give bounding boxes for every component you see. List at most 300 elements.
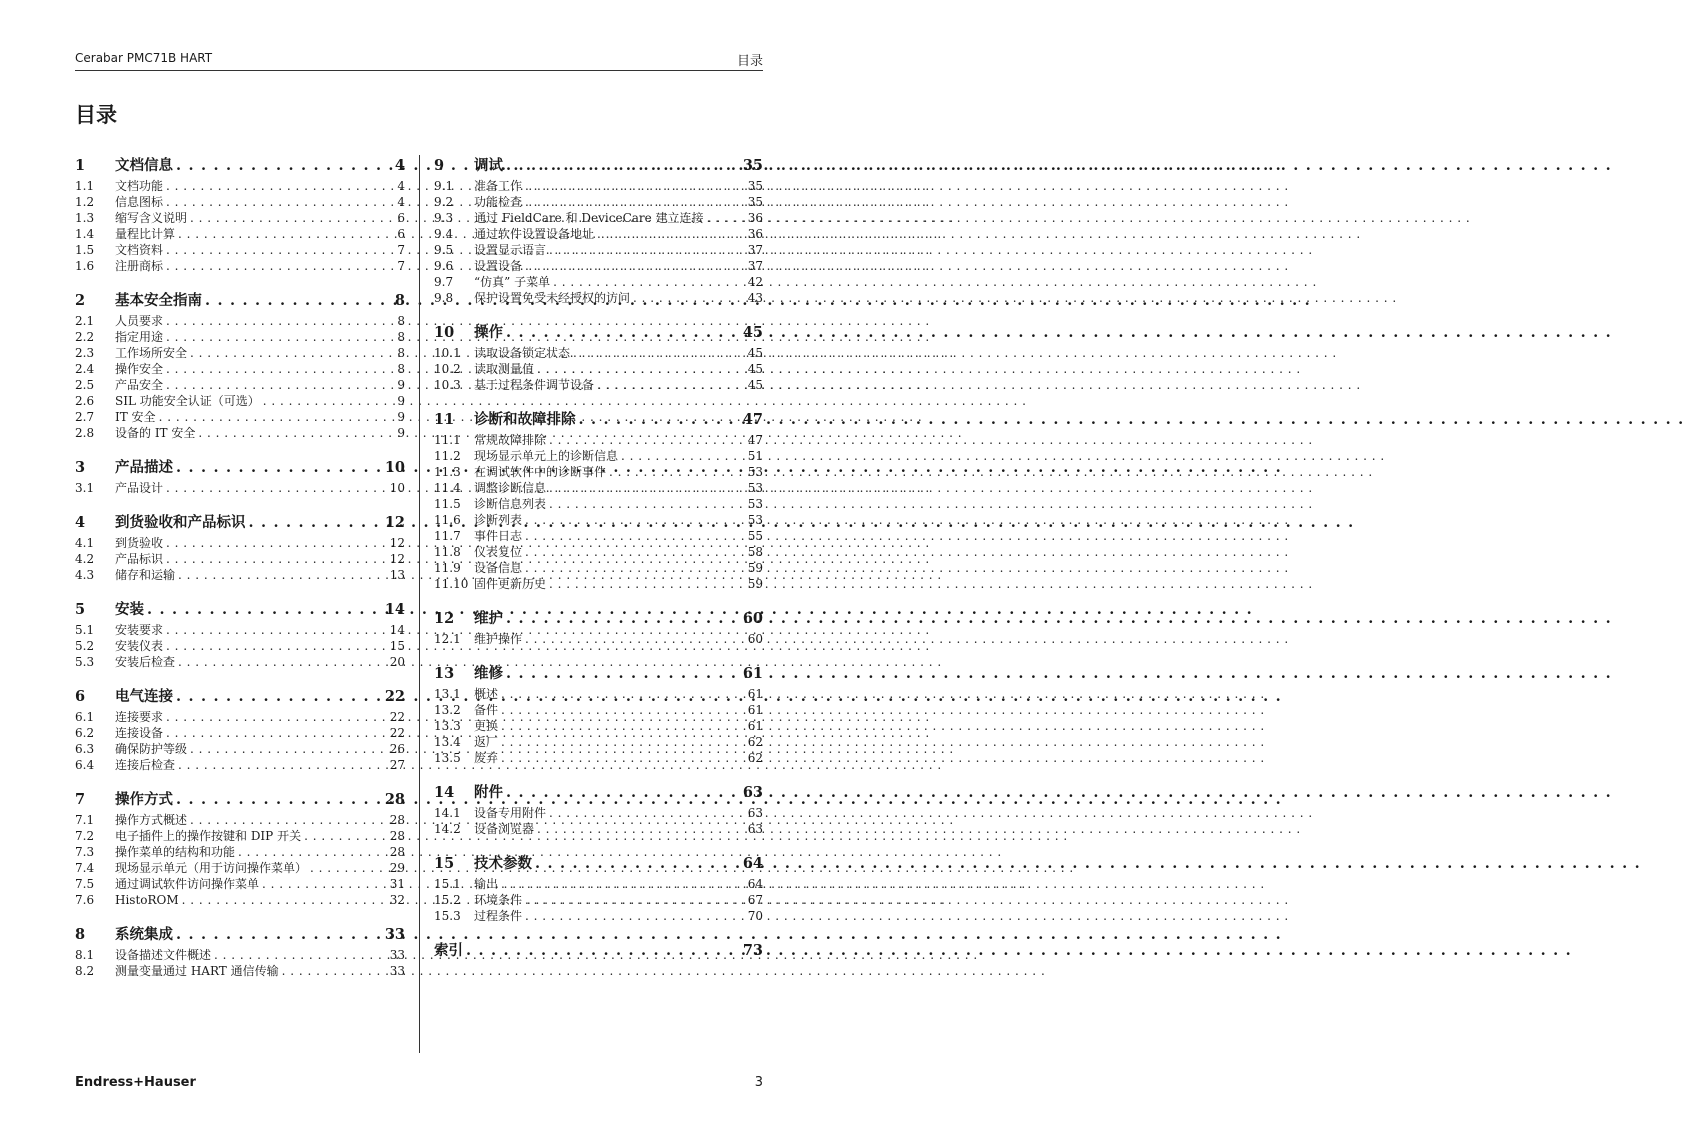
toc-entry-number: 10.1 xyxy=(434,346,461,360)
toc-entry-title: 信息图标 xyxy=(115,195,164,209)
toc-entry-title: “仿真” 子菜单 xyxy=(474,275,551,289)
toc-chapter-heading[interactable] xyxy=(75,788,405,812)
dot-leader xyxy=(501,718,742,734)
toc-subsection-entry[interactable] xyxy=(75,947,405,963)
toc-left-column xyxy=(75,154,405,994)
toc-entry-title: 附件 xyxy=(474,784,503,801)
toc-entry-number: 9.1 xyxy=(434,179,454,193)
toc-entry-title: 人员要求 xyxy=(115,314,164,328)
toc-subsection-entry[interactable] xyxy=(434,448,763,464)
toc-entry-number: 8.1 xyxy=(75,948,95,962)
toc-entry-title: 量程比计算 xyxy=(115,227,176,241)
toc-entry-page: 12 xyxy=(384,514,405,531)
toc-entry-page: 37 xyxy=(747,259,763,273)
toc-subsection-entry[interactable] xyxy=(434,876,763,892)
page-title: 目录 xyxy=(75,103,117,127)
dot-leader xyxy=(310,860,384,876)
toc-entry-number: 10 xyxy=(434,324,455,341)
toc-entry-page: 7 xyxy=(397,259,405,273)
toc-entry-title: 诊断信息列表 xyxy=(474,497,547,511)
dot-leader xyxy=(525,258,742,274)
toc-subsection-entry[interactable] xyxy=(434,432,763,448)
toc-entry-page: 27 xyxy=(389,758,405,772)
toc-entry-page: 14 xyxy=(389,623,405,637)
toc-entry-number: 9.5 xyxy=(434,243,454,257)
toc-entry-number: 6.1 xyxy=(75,710,95,724)
toc-entry-number: 11.5 xyxy=(434,497,461,511)
toc-subsection-entry[interactable] xyxy=(75,258,405,274)
toc-entry-number: 2.4 xyxy=(75,362,95,376)
toc-subsection-entry[interactable] xyxy=(434,702,763,718)
toc-chapter-heading[interactable] xyxy=(434,662,763,686)
toc-entry-number: 2.5 xyxy=(75,378,95,392)
toc-entry-number: 15.2 xyxy=(434,893,461,907)
toc-chapter-heading[interactable] xyxy=(75,598,405,622)
toc-entry-page: 22 xyxy=(384,688,405,705)
dot-leader xyxy=(525,194,742,210)
toc-entry-page: 8 xyxy=(397,346,405,360)
dot-leader xyxy=(535,852,737,876)
toc-entry-number: 11.7 xyxy=(434,529,461,543)
dot-leader xyxy=(549,576,742,592)
toc-entry-title: 设备信息 xyxy=(474,561,523,575)
dot-leader xyxy=(501,750,742,766)
toc-subsection-entry[interactable] xyxy=(434,258,763,274)
dot-leader xyxy=(549,480,742,496)
toc-entry-page: 8 xyxy=(397,362,405,376)
toc-entry-page: 53 xyxy=(747,481,763,495)
toc-chapter-heading[interactable] xyxy=(434,408,763,432)
toc-entry-number: 15.1 xyxy=(434,877,461,891)
toc-entry-number: 13.5 xyxy=(434,751,461,765)
toc-right-column xyxy=(434,154,763,978)
toc-entry-title: 指定用途 xyxy=(115,330,164,344)
toc-entry-number: 14.2 xyxy=(434,822,461,836)
toc-entry-number: 7.6 xyxy=(75,893,95,907)
toc-entry-title: 到货验收 xyxy=(115,536,164,550)
toc-subsection-entry[interactable] xyxy=(434,496,763,512)
dot-leader xyxy=(190,210,391,226)
toc-entry-number: 11.8 xyxy=(434,545,461,559)
toc-entry-title: 操作菜单的结构和功能 xyxy=(115,845,236,859)
toc-entry-number: 11.3 xyxy=(434,465,461,479)
toc-subsection-entry[interactable] xyxy=(434,464,763,480)
dot-leader xyxy=(178,567,384,583)
toc-entry-number: 9.7 xyxy=(434,275,454,289)
dot-leader xyxy=(176,923,379,947)
toc-entry-page: 45 xyxy=(747,362,763,376)
toc-subsection-entry[interactable] xyxy=(434,345,763,361)
dot-leader xyxy=(525,528,742,544)
toc-chapter xyxy=(434,781,763,837)
dot-leader xyxy=(166,725,384,741)
toc-chapter-heading[interactable] xyxy=(434,607,763,631)
toc-entry-title: 通过调试软件访问操作菜单 xyxy=(115,877,260,891)
toc-subsection-entry[interactable] xyxy=(75,226,405,242)
toc-entry-page: 22 xyxy=(389,726,405,740)
toc-entry-number: 7.3 xyxy=(75,845,95,859)
toc-entry-page: 8 xyxy=(397,330,405,344)
toc-entry-number: 2.2 xyxy=(75,330,95,344)
toc-entry-page: 53 xyxy=(747,465,763,479)
dot-leader xyxy=(525,512,742,528)
dot-leader xyxy=(263,393,392,409)
toc-chapter-heading[interactable] xyxy=(75,685,405,709)
toc-subsection-entry[interactable] xyxy=(434,178,763,194)
toc-subsection-entry[interactable] xyxy=(75,329,405,345)
dot-leader xyxy=(166,178,391,194)
toc-entry-page: 28 xyxy=(384,791,405,808)
toc-subsection-entry[interactable] xyxy=(434,734,763,750)
toc-chapter xyxy=(434,662,763,766)
toc-entry-title: 更换 xyxy=(474,719,499,733)
toc-entry-page: 6 xyxy=(397,211,405,225)
toc-subsection-entry[interactable] xyxy=(434,528,763,544)
toc-subsection-entry[interactable] xyxy=(75,393,405,409)
dot-leader xyxy=(166,258,391,274)
toc-entry-title: 测量变量通过 HART 通信传输 xyxy=(115,964,279,978)
toc-entry-number: 13.4 xyxy=(434,735,461,749)
dot-leader xyxy=(501,686,742,702)
dot-leader xyxy=(549,805,742,821)
toc-subsection-entry[interactable] xyxy=(75,709,405,725)
toc-entry-title: 设备专用附件 xyxy=(474,806,547,820)
dot-leader xyxy=(501,876,742,892)
toc-subsection-entry[interactable] xyxy=(75,377,405,393)
toc-chapter-heading[interactable] xyxy=(434,852,763,876)
toc-chapter-heading[interactable] xyxy=(434,781,763,805)
toc-entry-page: 73 xyxy=(742,942,763,959)
toc-chapter-heading[interactable] xyxy=(434,939,763,963)
toc-entry-title: 常规故障排除 xyxy=(474,433,547,447)
dot-leader xyxy=(549,242,742,258)
toc-subsection-entry[interactable] xyxy=(434,274,763,290)
toc-subsection-entry[interactable] xyxy=(75,892,405,908)
toc-entry-title: 到货验收和产品标识 xyxy=(115,514,246,531)
toc-entry-title: 安装仪表 xyxy=(115,639,164,653)
toc-subsection-entry[interactable] xyxy=(434,718,763,734)
toc-entry-page: 9 xyxy=(397,410,405,424)
toc-subsection-entry[interactable] xyxy=(434,750,763,766)
toc-entry-number: 15 xyxy=(434,855,455,872)
toc-entry-number: 7.5 xyxy=(75,877,95,891)
toc-entry-number: 1.5 xyxy=(75,243,95,257)
toc-entry-page: 12 xyxy=(389,552,405,566)
dot-leader xyxy=(597,226,742,242)
dot-leader xyxy=(214,947,384,963)
toc-entry-page: 13 xyxy=(389,568,405,582)
toc-entry-title: 过程条件 xyxy=(474,909,523,923)
toc-entry-number: 4.2 xyxy=(75,552,95,566)
toc-entry-number: 11.10 xyxy=(434,577,469,591)
toc-entry-title: 概述 xyxy=(474,687,499,701)
toc-chapter xyxy=(75,923,405,979)
toc-subsection-entry[interactable] xyxy=(434,194,763,210)
toc-subsection-entry[interactable] xyxy=(75,757,405,773)
toc-entry-number: 13 xyxy=(434,665,455,682)
toc-entry-title: 返厂 xyxy=(474,735,499,749)
toc-chapter xyxy=(75,598,405,670)
dot-leader xyxy=(262,876,384,892)
toc-chapter xyxy=(434,852,763,924)
toc-subsection-entry[interactable] xyxy=(434,892,763,908)
toc-entry-page: 43 xyxy=(747,291,763,305)
toc-entry-title: 功能检查 xyxy=(474,195,523,209)
toc-entry-number: 11.2 xyxy=(434,449,461,463)
toc-subsection-entry[interactable] xyxy=(75,194,405,210)
dot-leader xyxy=(573,345,742,361)
toc-entry-page: 14 xyxy=(384,601,405,618)
dot-leader xyxy=(178,226,391,242)
toc-entry-page: 20 xyxy=(389,655,405,669)
toc-entry-title: 调试 xyxy=(474,157,503,174)
toc-entry-title: 现场显示单元上的诊断信息 xyxy=(474,449,619,463)
dot-leader xyxy=(166,638,384,654)
toc-entry-title: 安装要求 xyxy=(115,623,164,637)
dot-leader xyxy=(166,709,384,725)
toc-subsection-entry[interactable] xyxy=(434,290,763,306)
toc-entry-number: 13.1 xyxy=(434,687,461,701)
toc-subsection-entry[interactable] xyxy=(434,361,763,377)
toc-chapter xyxy=(75,788,405,908)
dot-leader xyxy=(609,464,742,480)
toc-entry-number: 12 xyxy=(434,610,455,627)
toc-subsection-entry[interactable] xyxy=(75,345,405,361)
toc-subsection-entry[interactable] xyxy=(75,567,405,583)
dot-leader xyxy=(633,290,742,306)
toc-chapter xyxy=(75,456,405,496)
toc-entry-page: 42 xyxy=(747,275,763,289)
toc-subsection-entry[interactable] xyxy=(434,576,763,592)
toc-subsection-entry[interactable] xyxy=(434,512,763,528)
dot-leader xyxy=(506,607,737,631)
toc-chapter-heading[interactable] xyxy=(75,154,405,178)
dot-leader xyxy=(176,154,389,178)
toc-chapter xyxy=(434,607,763,647)
dot-leader xyxy=(190,741,384,757)
toc-subsection-entry[interactable] xyxy=(434,908,763,924)
toc-entry-page: 36 xyxy=(747,211,763,225)
toc-entry-page: 61 xyxy=(747,719,763,733)
toc-subsection-entry[interactable] xyxy=(75,654,405,670)
toc-entry-title: 操作方式概述 xyxy=(115,813,188,827)
toc-subsection-entry[interactable] xyxy=(434,821,763,837)
toc-entry-page: 35 xyxy=(747,195,763,209)
toc-chapter-heading[interactable] xyxy=(75,456,405,480)
toc-subsection-entry[interactable] xyxy=(434,242,763,258)
toc-subsection-entry[interactable] xyxy=(434,377,763,393)
toc-subsection-entry[interactable] xyxy=(75,178,405,194)
dot-leader xyxy=(506,781,737,805)
toc-entry-number: 5.3 xyxy=(75,655,95,669)
toc-entry-title: 索引 xyxy=(434,942,463,959)
toc-entry-number: 13.2 xyxy=(434,703,461,717)
toc-entry-number: 1 xyxy=(75,157,86,174)
toc-entry-title: 储存和运输 xyxy=(115,568,176,582)
toc-subsection-entry[interactable] xyxy=(75,741,405,757)
dot-leader xyxy=(537,361,742,377)
toc-entry-title: 维护操作 xyxy=(474,632,523,646)
toc-entry-page: 55 xyxy=(747,529,763,543)
toc-entry-title: 技术参数 xyxy=(474,855,532,872)
dot-leader xyxy=(597,377,742,393)
toc-entry-title: 操作安全 xyxy=(115,362,164,376)
toc-chapter xyxy=(75,511,405,583)
toc-subsection-entry[interactable] xyxy=(75,242,405,258)
dot-leader xyxy=(249,511,379,535)
toc-entry-page: 31 xyxy=(389,877,405,891)
toc-entry-title: 通过 FieldCare 和 DeviceCare 建立连接 xyxy=(474,211,704,225)
toc-entry-number: 11 xyxy=(434,411,455,428)
dot-leader xyxy=(501,734,742,750)
toc-entry-number: 2.7 xyxy=(75,410,95,424)
toc-entry-page: 53 xyxy=(747,513,763,527)
toc-entry-title: 文档资料 xyxy=(115,243,164,257)
toc-entry-number: 5.2 xyxy=(75,639,95,653)
toc-chapter-heading[interactable] xyxy=(75,289,405,313)
toc-entry-page: 36 xyxy=(747,227,763,241)
toc-entry-title: 读取测量值 xyxy=(474,362,535,376)
toc-chapter-heading[interactable] xyxy=(434,154,763,178)
toc-subsection-entry[interactable] xyxy=(75,638,405,654)
toc-entry-number: 1.3 xyxy=(75,211,95,225)
toc-chapter-heading[interactable] xyxy=(75,923,405,947)
toc-entry-title: SIL 功能安全认证（可选） xyxy=(115,394,260,408)
toc-entry-page: 58 xyxy=(747,545,763,559)
toc-entry-number: 9.6 xyxy=(434,259,454,273)
toc-entry-number: 15.3 xyxy=(434,909,461,923)
toc-entry-number: 1.4 xyxy=(75,227,95,241)
dot-leader xyxy=(549,432,742,448)
toc-entry-title: 缩写含义说明 xyxy=(115,211,188,225)
toc-entry-page: 51 xyxy=(747,449,763,463)
toc-subsection-entry[interactable] xyxy=(75,860,405,876)
toc-subsection-entry[interactable] xyxy=(434,544,763,560)
dot-leader xyxy=(506,154,737,178)
toc-entry-number: 11.9 xyxy=(434,561,461,575)
toc-entry-number: 11.1 xyxy=(434,433,461,447)
dot-leader xyxy=(166,377,391,393)
toc-chapter-heading[interactable] xyxy=(434,321,763,345)
toc-entry-page: 4 xyxy=(394,157,405,174)
toc-entry-title: 设置设备 xyxy=(474,259,523,273)
toc-entry-number: 1.2 xyxy=(75,195,95,209)
toc-chapter xyxy=(75,154,405,274)
dot-leader xyxy=(506,662,737,686)
toc-entry-title: 连接要求 xyxy=(115,710,164,724)
dot-leader xyxy=(466,939,737,963)
toc-entry-page: 33 xyxy=(389,964,405,978)
toc-entry-number: 11.4 xyxy=(434,481,461,495)
toc-entry-page: 4 xyxy=(397,179,405,193)
dot-leader xyxy=(166,242,391,258)
toc-subsection-entry[interactable] xyxy=(75,551,405,567)
toc-entry-page: 28 xyxy=(389,813,405,827)
toc-entry-title: 文档功能 xyxy=(115,179,164,193)
toc-subsection-entry[interactable] xyxy=(75,210,405,226)
toc-entry-title: 安装 xyxy=(115,601,144,618)
toc-subsection-entry[interactable] xyxy=(434,210,763,226)
toc-entry-title: 现场显示单元（用于访问操作菜单） xyxy=(115,861,308,875)
toc-subsection-entry[interactable] xyxy=(75,361,405,377)
toc-subsection-entry[interactable] xyxy=(75,876,405,892)
toc-entry-page: 4 xyxy=(397,195,405,209)
toc-entry-page: 9 xyxy=(397,394,405,408)
toc-entry-number: 2.8 xyxy=(75,426,95,440)
dot-leader xyxy=(166,361,391,377)
dot-leader xyxy=(147,598,379,622)
toc-entry-title: 产品描述 xyxy=(115,459,173,476)
toc-entry-title: 设置显示语言 xyxy=(474,243,547,257)
toc-entry-number: 7.4 xyxy=(75,861,95,875)
toc-entry-page: 33 xyxy=(384,926,405,943)
toc-subsection-entry[interactable] xyxy=(434,480,763,496)
toc-subsection-entry[interactable] xyxy=(75,844,405,860)
toc-entry-number: 9.3 xyxy=(434,211,454,225)
toc-entry-page: 6 xyxy=(397,227,405,241)
toc-entry-page: 35 xyxy=(742,157,763,174)
toc-subsection-entry[interactable] xyxy=(75,409,405,425)
header-divider xyxy=(75,70,763,71)
dot-leader xyxy=(501,702,742,718)
toc-chapter-heading[interactable] xyxy=(75,511,405,535)
toc-entry-title: 连接后检查 xyxy=(115,758,176,772)
toc-entry-number: 10.3 xyxy=(434,378,461,392)
toc-entry-title: 产品安全 xyxy=(115,378,164,392)
toc-subsection-entry[interactable] xyxy=(434,805,763,821)
toc-entry-page: 61 xyxy=(747,703,763,717)
toc-entry-page: 22 xyxy=(389,710,405,724)
toc-entry-title: 仪表复位 xyxy=(474,545,523,559)
toc-entry-title: 文档信息 xyxy=(115,157,173,174)
toc-subsection-entry[interactable] xyxy=(75,725,405,741)
toc-entry-title: 产品设计 xyxy=(115,481,164,495)
toc-subsection-entry[interactable] xyxy=(75,812,405,828)
toc-subsection-entry[interactable] xyxy=(434,226,763,242)
toc-entry-page: 9 xyxy=(397,426,405,440)
toc-entry-title: 确保防护等级 xyxy=(115,742,188,756)
toc-entry-number: 7.1 xyxy=(75,813,95,827)
toc-subsection-entry[interactable] xyxy=(75,535,405,551)
dot-leader xyxy=(166,551,384,567)
toc-subsection-entry[interactable] xyxy=(75,963,405,979)
toc-subsection-entry[interactable] xyxy=(434,560,763,576)
toc-entry-number: 3 xyxy=(75,459,86,476)
toc-entry-title: 设备浏览器 xyxy=(474,822,535,836)
toc-entry-title: 固件更新历史 xyxy=(474,577,547,591)
toc-entry-number: 5.1 xyxy=(75,623,95,637)
toc-subsection-entry[interactable] xyxy=(75,828,405,844)
dot-leader xyxy=(166,535,384,551)
toc-subsection-entry[interactable] xyxy=(75,313,405,329)
dot-leader xyxy=(176,456,379,480)
toc-subsection-entry[interactable] xyxy=(434,631,763,647)
toc-entry-number: 8 xyxy=(75,926,86,943)
toc-entry-page: 63 xyxy=(742,784,763,801)
toc-entry-title: 基于过程条件调节设备 xyxy=(474,378,595,392)
dot-leader xyxy=(238,844,384,860)
toc-entry-page: 7 xyxy=(397,243,405,257)
toc-subsection-entry[interactable] xyxy=(434,686,763,702)
toc-entry-page: 64 xyxy=(747,877,763,891)
toc-entry-page: 63 xyxy=(747,822,763,836)
toc-subsection-entry[interactable] xyxy=(75,622,405,638)
toc-entry-page: 59 xyxy=(747,577,763,591)
toc-chapter xyxy=(434,408,763,592)
toc-subsection-entry[interactable] xyxy=(75,480,405,496)
toc-entry-page: 29 xyxy=(389,861,405,875)
toc-subsection-entry[interactable] xyxy=(75,425,405,441)
